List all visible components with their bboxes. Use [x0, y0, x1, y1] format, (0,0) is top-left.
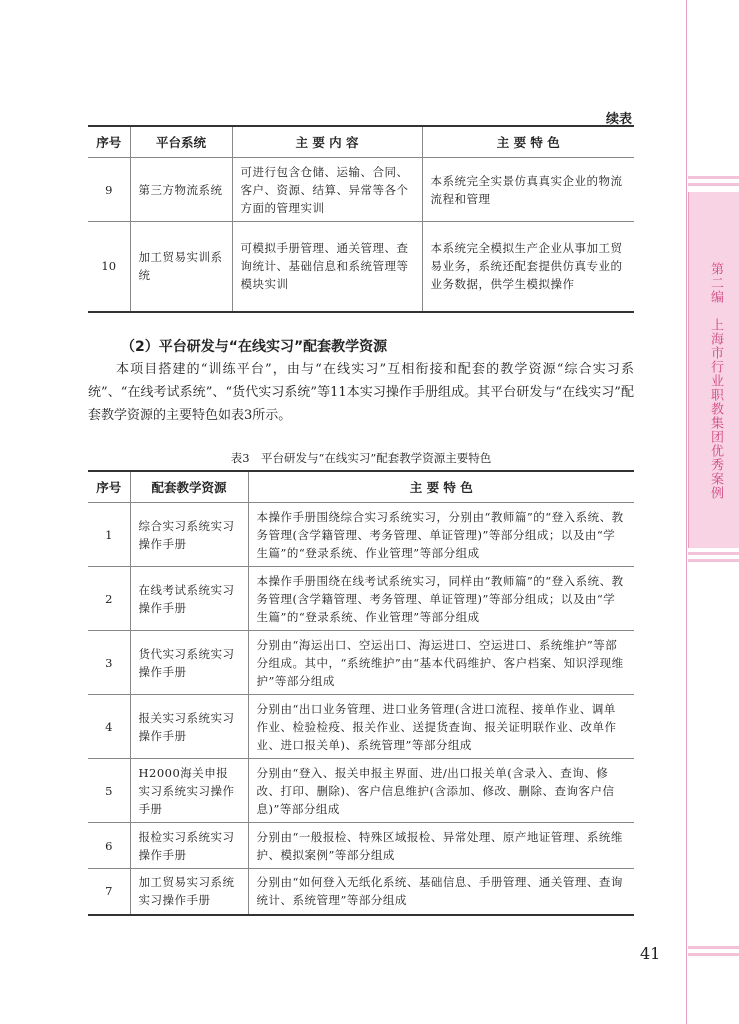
row-number: 6 [88, 823, 130, 869]
table-row [88, 158, 634, 222]
page-number: 41 [640, 944, 661, 963]
row-number: 9 [88, 158, 130, 222]
margin-stripe [688, 176, 739, 179]
body-paragraph: 本项目搭建的“训练平台”，由与“在线实习”互相衔接和配套的教学资源“综合实习系统”、“在线考试系统”、“货代实习系统”等11本实习操作手册组成。其平台研发与“在线实习”配套教学资源的主要特色如表3所示。 [88, 362, 634, 423]
main-feature: 本操作手册围绕在线考试系统实习，同样由“教师篇”的“登入系统、教务管理(含学籍管理、考务管理、单证管理)”等部分组成；以及由“学生篇”的“登录系统、作业管理”等部分组成 [248, 567, 634, 631]
table-row [88, 759, 634, 823]
margin-stripe [688, 559, 739, 562]
table-row [88, 503, 634, 567]
row-number: 2 [88, 567, 130, 631]
table-header-cell: 主 要 特 色 [422, 126, 634, 158]
main-feature: 本操作手册围绕综合实习系统实习，分别由“教师篇”的“登入系统、教务管理(含学籍管理、考务管理、单证管理)”等部分组成；以及由“学生篇”的“登录系统、作业管理”等部分组成 [248, 503, 634, 567]
row-number: 1 [88, 503, 130, 567]
margin-stripe [688, 183, 739, 186]
table-header-cell: 配套教学资源 [130, 471, 248, 503]
main-feature: 本系统完全实景仿真真实企业的物流流程和管理 [422, 158, 634, 222]
platform-systems-table [88, 125, 634, 313]
resource-name: 报关实习系统实习操作手册 [130, 695, 248, 759]
resource-name: 报检实习系统实习操作手册 [130, 823, 248, 869]
teaching-resources-table [88, 470, 634, 916]
margin-stripe [688, 946, 739, 949]
table-header-cell: 平台系统 [130, 126, 232, 158]
table-caption: 表3 平台研发与“在线实习”配套教学资源主要特色 [230, 451, 492, 465]
main-feature: 分别由“海运出口、空运出口、海运进口、空运进口、系统维护”等部分组成。其中，“系统维护”由“基本代码维护、客户档案、知识浮现维护”等部分组成 [248, 631, 634, 695]
row-number: 3 [88, 631, 130, 695]
margin-stripe [688, 953, 739, 956]
table-header-cell: 主 要 内 容 [232, 126, 422, 158]
table-row [88, 695, 634, 759]
continued-label: 续表 [606, 112, 633, 127]
row-number: 5 [88, 759, 130, 823]
main-feature: 分别由“如何登入无纸化系统、基础信息、手册管理、通关管理、查询统计、系统管理”等部分组成 [248, 869, 634, 915]
table-row [88, 869, 634, 915]
margin-stripe [688, 552, 739, 555]
section-side-tab [688, 192, 739, 548]
table-row [88, 823, 634, 869]
main-content: 可模拟手册管理、通关管理、查询统计、基础信息和系统管理等模块实训 [232, 222, 422, 312]
sub-heading: （2）平台研发与“在线实习”配套教学资源 [121, 339, 388, 355]
row-number: 7 [88, 869, 130, 915]
row-number: 4 [88, 695, 130, 759]
side-tab-text: 第二编 上海市行业职教集团优秀案例 [708, 262, 723, 500]
table-row [88, 222, 634, 312]
main-feature: 本系统完全模拟生产企业从事加工贸易业务，系统还配套提供仿真专业的业务数据，供学生模拟操作 [422, 222, 634, 312]
resource-name: 在线考试系统实习操作手册 [130, 567, 248, 631]
table-row [88, 631, 634, 695]
main-content: 可进行包含仓储、运输、合同、客户、资源、结算、异常等各个方面的管理实训 [232, 158, 422, 222]
margin-rule [686, 0, 687, 1024]
resource-name: H2000海关申报实习系统实习操作手册 [130, 759, 248, 823]
main-feature: 分别由“一般报检、特殊区域报检、异常处理、原产地证管理、系统维护、模拟案例”等部分组成 [248, 823, 634, 869]
main-feature: 分别由“登入、报关申报主界面、进/出口报关单(含录入、查询、修改、打印、删除)、客户信息维护(含添加、修改、删除、查询客户信息)”等部分组成 [248, 759, 634, 823]
platform-name: 第三方物流系统 [130, 158, 232, 222]
row-number: 10 [88, 222, 130, 312]
main-feature: 分别由“出口业务管理、进口业务管理(含进口流程、接单作业、调单作业、检验检疫、报关作业、送提货查询、报关证明联作业、改单作业、进口报关单)、系统管理”等部分组成 [248, 695, 634, 759]
resource-name: 货代实习系统实习操作手册 [130, 631, 248, 695]
resource-name: 综合实习系统实习操作手册 [130, 503, 248, 567]
table-row [88, 567, 634, 631]
table-header-cell: 序号 [88, 471, 130, 503]
resource-name: 加工贸易实习系统实习操作手册 [130, 869, 248, 915]
table-header-cell: 序号 [88, 126, 130, 158]
table-header-cell: 主 要 特 色 [248, 471, 634, 503]
platform-name: 加工贸易实训系统 [130, 222, 232, 312]
